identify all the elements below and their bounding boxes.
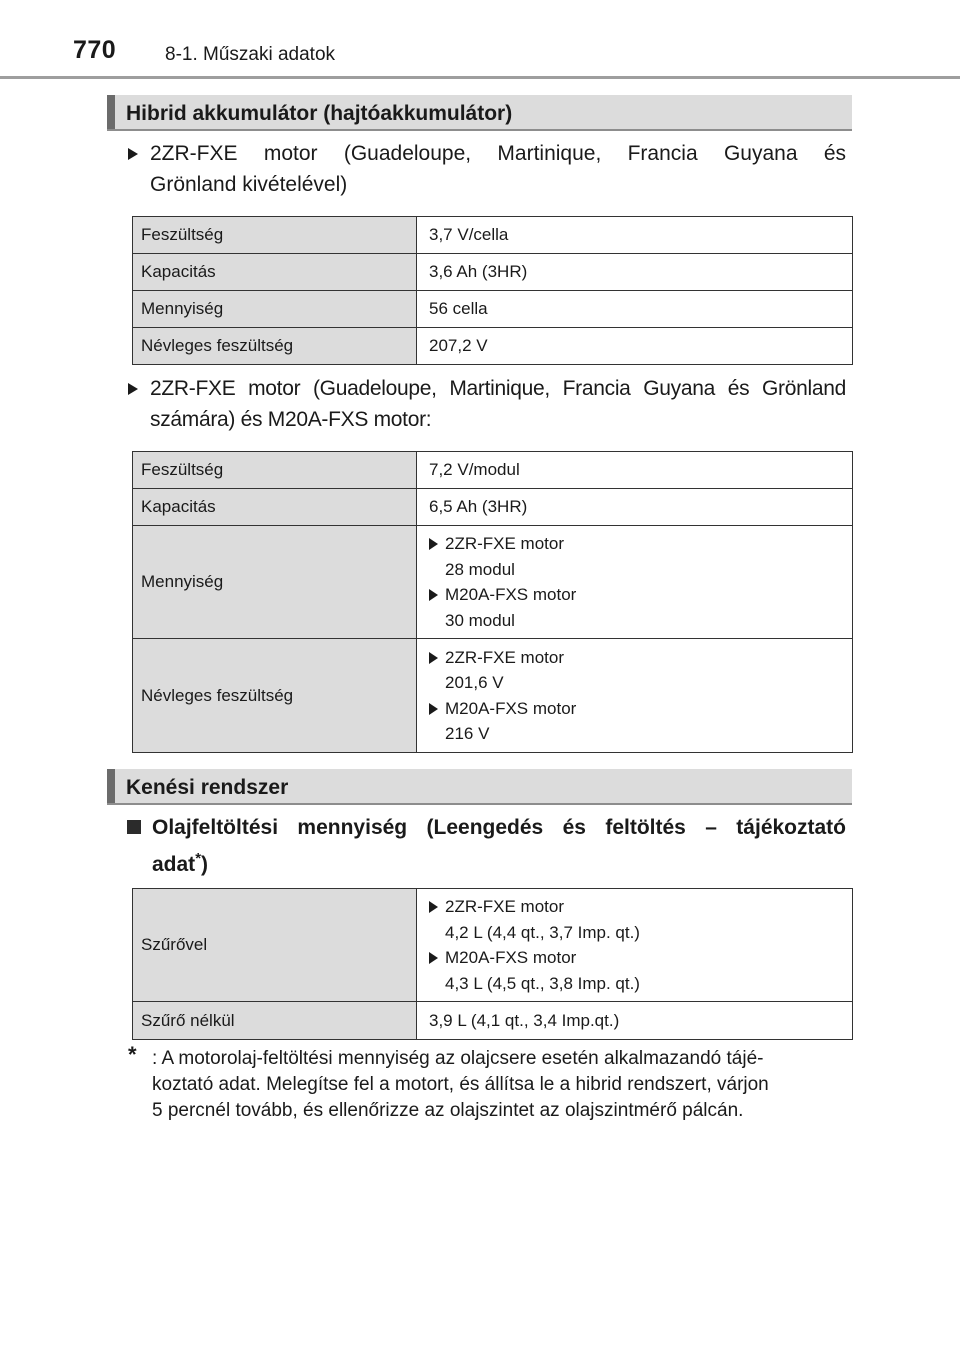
triangle-bullet-icon xyxy=(128,148,138,160)
table-row xyxy=(133,452,853,489)
table-row xyxy=(133,889,853,1002)
table-label: Szűrővel xyxy=(133,889,417,1002)
engine-value: 201,6 V xyxy=(445,673,504,692)
engine-name: 2ZR-FXE motor xyxy=(445,647,565,667)
engine-value: 28 modul xyxy=(445,559,515,579)
engine-name: M20A-FXS motor xyxy=(445,585,577,604)
triangle-bullet-icon xyxy=(429,703,438,715)
sub-item xyxy=(429,531,844,582)
section-header-lubrication xyxy=(107,769,852,805)
table-row xyxy=(133,526,853,639)
footnote xyxy=(128,1042,848,1124)
page-number: 770 xyxy=(73,36,117,64)
header-rule xyxy=(0,76,960,79)
engine-name: M20A-FXS motor xyxy=(445,698,577,718)
engine-name: 2ZR-FXE motor xyxy=(445,897,565,916)
bullet-line: 2ZR-FXE motor (Guadeloupe, Martinique, Francia Guyana és xyxy=(150,142,846,165)
oil-capacity-table xyxy=(132,888,853,1040)
triangle-bullet-icon xyxy=(429,538,438,550)
engine-value: 216 V xyxy=(445,724,490,743)
engine-value: 30 modul xyxy=(445,610,515,630)
table-value xyxy=(417,889,853,1002)
engine-name: M20A-FXS motor xyxy=(445,948,577,967)
spec-table-overseas xyxy=(132,451,853,753)
section-title: Kenési rendszer xyxy=(126,776,289,799)
table-value: 207,2 V xyxy=(417,328,853,365)
engine-value: 4,3 L (4,5 qt., 3,8 Imp. qt.) xyxy=(445,973,640,993)
chapter-title: 8-1. Műszaki adatok xyxy=(165,44,336,65)
bullet-line: 2ZR-FXE motor (Guadeloupe, Martinique, Francia Guyana és Grönland xyxy=(150,377,846,400)
bullet-line: számára) és M20A-FXS motor: xyxy=(150,408,432,431)
engine-name: 2ZR-FXE motor xyxy=(445,534,565,553)
sub-item xyxy=(429,645,844,696)
table-row xyxy=(133,254,853,291)
table-label: Mennyiség xyxy=(133,291,417,328)
table-label: Kapacitás xyxy=(133,254,417,291)
sub-item xyxy=(429,696,844,747)
table-row xyxy=(133,489,853,526)
table-value: 3,7 V/cella xyxy=(417,217,853,254)
section-title: Hibrid akkumulátor (hajtóakkumulátor) xyxy=(126,102,513,125)
table-value: 3,6 Ah (3HR) xyxy=(417,254,853,291)
table-value: 6,5 Ah (3HR) xyxy=(417,489,853,526)
section-header-hybrid-battery xyxy=(107,95,852,131)
footnote-line: : A motorolaj-feltöltési mennyiség az olajcsere esetén alkalmazandó tájé- xyxy=(152,1048,764,1069)
square-bullet-icon xyxy=(127,820,141,834)
table-label: Feszültség xyxy=(133,217,417,254)
table-value: 56 cella xyxy=(417,291,853,328)
sub-item xyxy=(429,945,844,996)
triangle-bullet-icon xyxy=(128,383,138,395)
triangle-bullet-icon xyxy=(429,652,438,664)
oil-capacity-heading xyxy=(152,812,846,880)
page-header xyxy=(0,0,960,80)
table-row xyxy=(133,291,853,328)
section-accent xyxy=(107,769,115,803)
spec-table-standard xyxy=(132,216,853,365)
footnote-line: 5 percnél tovább, és ellenőrizze az olajszintet az olajszintmérő pálcán. xyxy=(152,1100,744,1121)
triangle-bullet-icon xyxy=(429,901,438,913)
table-row xyxy=(133,1002,853,1040)
table-row xyxy=(133,328,853,365)
triangle-bullet-icon xyxy=(429,589,438,601)
table-value xyxy=(417,526,853,639)
table-label: Feszültség xyxy=(133,452,417,489)
bullet-2zr-fxe-standard xyxy=(150,138,846,200)
table-value xyxy=(417,639,853,753)
triangle-bullet-icon xyxy=(429,952,438,964)
section-accent xyxy=(107,95,115,129)
engine-value: 4,2 L (4,4 qt., 3,7 Imp. qt.) xyxy=(445,922,640,942)
table-label: Mennyiség xyxy=(133,526,417,639)
table-row xyxy=(133,217,853,254)
table-label: Kapacitás xyxy=(133,489,417,526)
heading-line: adat*) xyxy=(152,850,209,876)
sub-item xyxy=(429,582,844,633)
footnote-line: koztató adat. Melegítse fel a motort, és állítsa le a hibrid rendszert, várjon xyxy=(152,1074,769,1095)
bullet-2zr-fxe-overseas-m20a xyxy=(150,373,846,435)
footnote-marker: * xyxy=(195,850,202,867)
table-row xyxy=(133,639,853,753)
table-label: Névleges feszültség xyxy=(133,639,417,753)
footnote-star: * xyxy=(128,1042,137,1067)
bullet-line: Grönland kivételével) xyxy=(150,173,348,196)
table-label: Szűrő nélkül xyxy=(133,1002,417,1040)
sub-item xyxy=(429,894,844,945)
table-label: Névleges feszültség xyxy=(133,328,417,365)
table-value: 3,9 L (4,1 qt., 3,4 Imp.qt.) xyxy=(417,1002,853,1040)
heading-line: Olajfeltöltési mennyiség (Leengedés és feltöltés – tájékoztató xyxy=(152,816,846,839)
table-value: 7,2 V/modul xyxy=(417,452,853,489)
